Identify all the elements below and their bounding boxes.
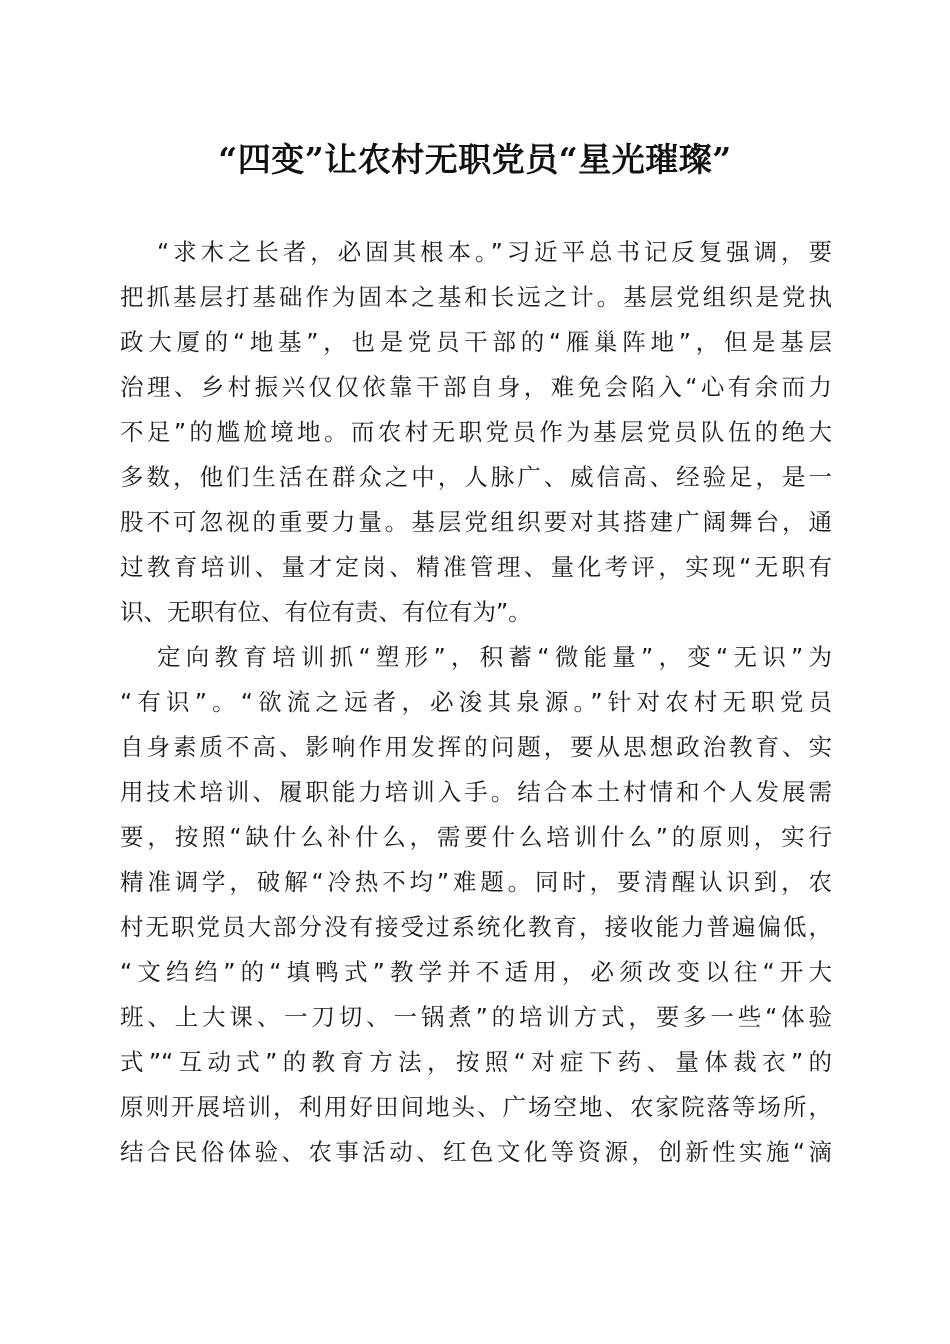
- text-line: “求木之长者，必固其根本。”习近平总书记反复强调，要: [157, 238, 832, 266]
- text-line: 结合民俗体验、农事活动、红色文化等资源，创新性实施“滴: [120, 1138, 832, 1166]
- text-line: 自身素质不高、影响作用发挥的问题，要从思想政治教育、实: [120, 733, 832, 761]
- text-line: 班、上大课、一刀切、一锅煮”的培训方式，要多一些“体验: [120, 1003, 832, 1031]
- text-line: 精准调学，破解“冷热不均”难题。同时，要清醒认识到，农: [120, 868, 832, 896]
- text-line: 要，按照“缺什么补什么，需要什么培训什么”的原则，实行: [120, 823, 832, 851]
- text-line: 治理、乡村振兴仅仅依靠干部自身，难免会陷入“心有余而力: [120, 373, 832, 401]
- text-line: 过教育培训、量才定岗、精准管理、量化考评，实现“无职有: [120, 553, 832, 581]
- text-line: 股不可忽视的重要力量。基层党组织要对其搭建广阔舞台，通: [120, 508, 832, 536]
- text-line: 多数，他们生活在群众之中，人脉广、威信高、经验足，是一: [120, 463, 832, 491]
- text-line: 用技术培训、履职能力培训入手。结合本土村情和个人发展需: [120, 778, 832, 806]
- text-line: “有识”。“欲流之远者，必浚其泉源。”针对农村无职党员: [120, 688, 832, 716]
- paragraph-2: [120, 635, 832, 1175]
- text-line: 识、无职有位、有位有责、有位有为”。: [120, 598, 532, 626]
- text-line: 式”“互动式”的教育方法，按照“对症下药、量体裁衣”的: [120, 1048, 832, 1076]
- text-line: 不足”的尴尬境地。而农村无职党员作为基层党员队伍的绝大: [120, 418, 832, 446]
- paragraph-1: [120, 230, 832, 635]
- text-line: 政大厦的“地基”，也是党员干部的“雁巢阵地”，但是基层: [120, 328, 832, 356]
- text-line: 村无职党员大部分没有接受过系统化教育，接收能力普遍偏低，: [120, 913, 832, 941]
- document-body: [120, 230, 832, 1175]
- text-line: “文绉绉”的“填鸭式”教学并不适用，必须改变以往“开大: [120, 958, 832, 986]
- text-line: 把抓基层打基础作为固本之基和长远之计。基层党组织是党执: [120, 283, 832, 311]
- document-title: “四变”让农村无职党员“星光璀璨”: [218, 140, 732, 179]
- text-line: 定向教育培训抓“塑形”，积蓄“微能量”，变“无识”为: [157, 643, 832, 671]
- text-line: 原则开展培训，利用好田间地头、广场空地、农家院落等场所，: [120, 1093, 832, 1121]
